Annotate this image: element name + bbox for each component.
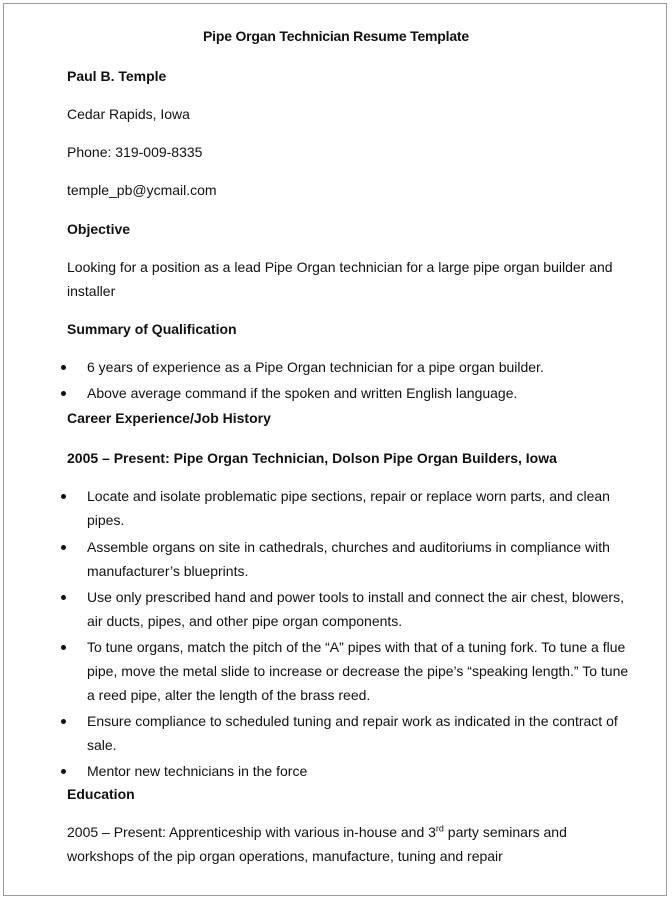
job-title: 2005 – Present: Pipe Organ Technician, Dolson Pipe Organ Builders, Iowa [67,450,557,466]
candidate-location: Cedar Rapids, Iowa [67,106,190,122]
qualifications-heading: Summary of Qualification [67,321,237,337]
education-superscript: rd [435,823,444,834]
career-item-text: Mentor new technicians in the force [87,763,308,779]
candidate-name: Paul B. Temple [67,68,167,84]
bullet-icon [61,365,66,370]
objective-text: Looking for a position as a lead Pipe Organ technician for a large pipe organ builder and installer [67,259,613,299]
qualification-text: 6 years of experience as a Pipe Organ technician for a pipe organ builder. [87,359,544,375]
list-item [67,585,639,633]
candidate-email: temple_pb@ycmail.com [67,182,217,198]
list-item [67,535,639,583]
list-item [67,635,639,707]
career-list [67,484,639,783]
career-item-text: Ensure compliance to scheduled tuning and repair work as indicated in the contract of sale. [87,713,618,753]
list-item [67,484,639,532]
education-text [67,820,637,868]
career-item-text: Use only prescribed hand and power tools to install and connect the air chest, blowers, air ducts, pipes, and other pipe organ components. [87,589,624,629]
bullet-icon [61,545,66,550]
objective-heading: Objective [67,221,131,237]
document-title: Pipe Organ Technician Resume Template [203,28,469,44]
list-item [67,759,639,783]
qualification-text: Above average command if the spoken and written English language. [87,385,518,401]
bullet-icon [61,645,66,650]
education-text-end: party seminars and workshops of the pip organ operations, manufacture, tuning and repair [67,824,567,864]
bullet-icon [61,494,66,499]
education-text-start: 2005 – Present: Apprenticeship with various in-house and 3 [67,824,436,840]
career-heading: Career Experience/Job History [67,410,271,426]
bullet-icon [61,595,66,600]
qualifications-list [67,355,639,405]
bullet-icon [61,769,66,774]
list-item [67,355,639,379]
career-item-text: Locate and isolate problematic pipe sections, repair or replace worn parts, and clean pipes. [87,488,610,528]
bullet-icon [61,391,66,396]
list-item [67,381,639,405]
list-item [67,709,639,757]
bullet-icon [61,719,66,724]
candidate-phone: Phone: 319-009-8335 [67,144,203,160]
career-item-text: Assemble organs on site in cathedrals, churches and auditoriums in compliance with manufacturer’s blueprints. [87,539,610,579]
education-heading: Education [67,786,135,802]
career-item-text: To tune organs, match the pitch of the “A” pipes with that of a tuning fork. To tune a flue pipe, move the metal slide to increase or decrease the pipe’s “speaking length.” To tune a reed pipe, alter the length of the brass reed. [87,639,629,703]
